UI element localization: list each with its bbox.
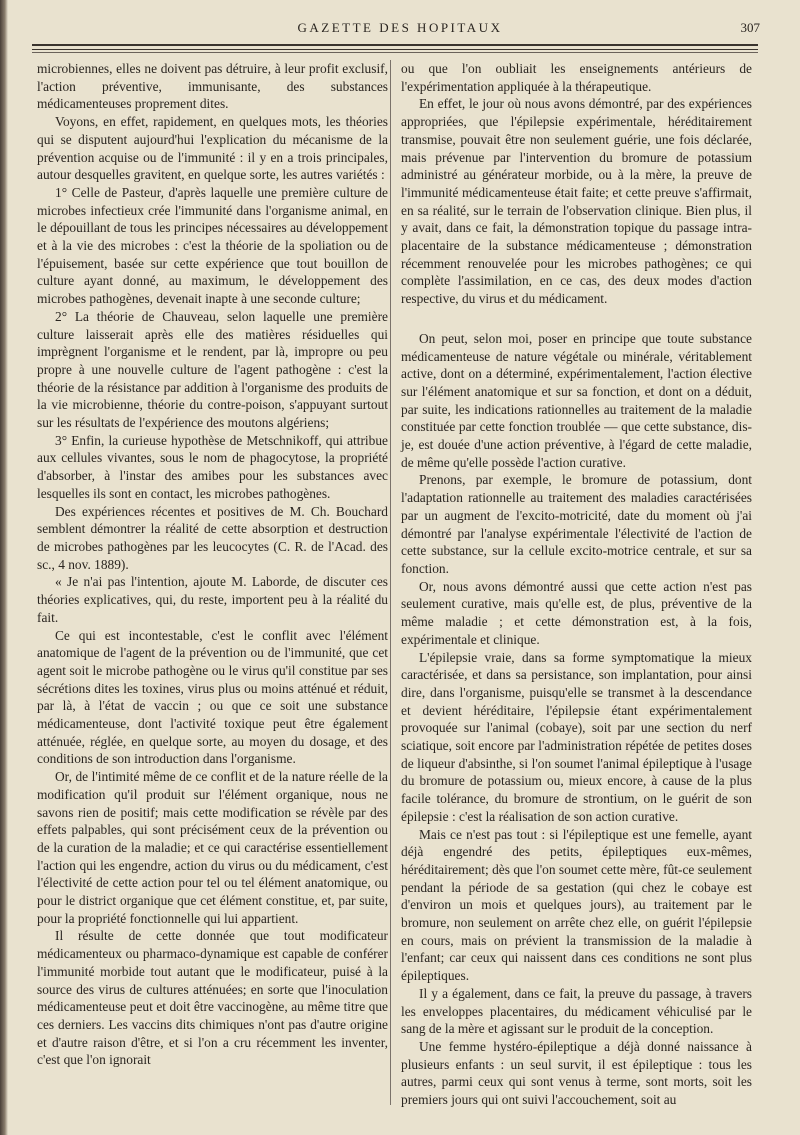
paragraph: On peut, selon moi, poser en principe que toute substance médicamenteuse de nature végétale ou minérale, véritablement active, dont on a déterminé, expérimentalement, l'action élective sur l'élément anatomique et sur sa fonction, et dont on a déduit, par suite, les indications rationnelles au traitement de la maladie constituée par cette fonction troublée — que cette substance, dis-je, est douée d'une action préventive, à l'égard de cette maladie, de même qu'elle possède l'action curative.	[401, 330, 752, 470]
paragraph: En effet, le jour où nous avons démontré, par des expériences appropriées, que l'épilepsie expérimentale, héréditairement transmise, pouvait être non seulement guérie, une fois déclarée, mais prévenue par l'intervention du bromure de potassium administré au générateur morbide, ou à la mère, la preuve de l'immunité médicamenteuse était faite; et cette preuve s'affirmait, en sa réalité, sur le terrain de l'observation clinique. Bien plus, il y avait, dans ce fait, la démonstration topique du passage intra-placentaire de la substance médicamenteuse ; démonstration récemment renouvelée pour les microbes pathogènes; ce qui complète l'assimilation, en ce cas, des deux modes d'action respective, du virus et du médicament.	[401, 96, 752, 307]
page-header	[30, 18, 770, 42]
paragraph: 3° Enfin, la curieuse hypothèse de Metschnikoff, qui attribue aux cellules vivantes, sous le nom de phagocytose, la propriété d'absorber, à l'instar des amibes pour les substances avec lesquelles ils sont en contact, les microbes pathogènes.	[37, 432, 388, 501]
header-thin-rule	[32, 52, 758, 53]
paragraph: Ce qui est incontestable, c'est le conflit avec l'élément anatomique de l'agent de la prévention ou de l'immunité, que cet agent soit le microbe pathogène ou le virus qu'il constitue par ses sécrétions dites les toxines, virus plus ou moins atténué et réduit, par là, à l'état de vaccin ; ou que ce soit une substance médicamenteuse, dont l'activité toxique peut être également atténuée, réglée, en quelque sorte, au moyen du dosage, et des conditions de son introduction dans l'organisme.	[37, 627, 388, 767]
paragraph: L'épilepsie vraie, dans sa forme symptomatique la mieux caractérisée, et dans sa persistance, son implantation, pour ainsi dire, dans l'organisme, puisqu'elle se transmet à la descendance et devient héréditaire, l'épilepsie étant expérimentalement provoquée sur l'animal (cobaye), soit par une section du nerf sciatique, soit encore par l'administration répétée de petites doses de liqueur d'absinthe, si l'on soumet l'animal épileptique à l'usage du bromure de potassium ou, mieux encore, à cause de la plus facile tolérance, du bromure de strontium, on le guérit de son épilepsie : c'est la réalisation de son action curative.	[401, 649, 752, 824]
paragraph: microbiennes, elles ne doivent pas détruire, à leur profit exclusif, l'action préventive, immunisante, des substances médicamenteuses proprement dites.	[37, 61, 388, 112]
paragraph: Il y a également, dans ce fait, la preuve du passage, à travers les enveloppes placentaires, du médicament véhiculisé par le sang de la mère et agissant sur le produit de la conception.	[401, 985, 752, 1037]
running-title: GAZETTE DES HOPITAUX	[297, 20, 503, 35]
header-double-rule	[32, 44, 758, 50]
paragraph: Or, nous avons démontré aussi que cette action n'est pas seulement curative, mais qu'elle est, de plus, préventive de la même maladie ; et cette démonstration est, à la fois, expérimentale et clinique.	[401, 578, 752, 647]
paragraph: Mais ce n'est pas tout : si l'épileptique est une femelle, ayant déjà engendré des petits, épileptiques eux-mêmes, héréditairement; dès que l'on soumet cette mère, fût-ce seulement pendant la période de sa gestation (qui chez le cobaye est d'environ un mois et quelques jours), au traitement par le bromure, non seulement on arrête chez elle, on guérit l'épilepsie en cours, mais on prévient la transmission de la maladie à l'enfant; car ceux qui naissent dans ces conditions ne sont plus épileptiques.	[401, 826, 752, 984]
paragraph: Des expériences récentes et positives de M. Ch. Bouchard semblent démontrer la réalité de cette absorption et destruction de microbes pathogènes par les leucocytes (C. R. de l'Acad. des sc., 4 nov. 1889).	[37, 503, 388, 572]
paragraph: Il résulte de cette donnée que tout modificateur médicamenteux ou pharmaco-dynamique est capable de conférer l'immunité morbide tout autant que le modificateur, puisé à la source des virus de cultures atténuées; en sorte que l'inoculation médicamenteuse peut et doit être vaccinogène, au même titre que ces derniers. Les vaccins dits chimiques n'ont pas d'autre origine et d'autre raison d'être, et si l'on a cru récemment les inventer, c'est que l'on ignorait	[37, 928, 388, 1068]
paragraph: Prenons, par exemple, le bromure de potassium, dont l'adaptation rationnelle au traitement des maladies caractérisées par un augment de l'excito-motricité, date du moment où j'ai démontré par l'analyse expérimentale l'électivité de l'action de cette substance, sur la cellule excito-motrice centrale, et sur sa fonction.	[401, 472, 752, 576]
paragraph: Une femme hystéro-épileptique a déjà donné naissance à plusieurs enfants : un seul survit, il est épileptique : tous les autres, parmi ceux qui sont venus à terme, sont morts, soit les premiers jours qui ont suivi l'accouchement, soit au	[401, 1038, 752, 1108]
paragraph: Or, de l'intimité même de ce conflit et de la nature réelle de la modification qu'il produit sur l'élément organique, nous ne savons rien de positif; mais cette modification se révèle par des effets palpables, qui sont précisément ceux de la prévention ou de la curation de la maladie; et ce qui caractérise essentiellement l'action qui les engendre, action du virus ou du médicament, c'est l'électivité de cette action pour tel ou tel élément anatomique, ou pour le district organique que cet élément constitue, et, par suite, pour la propriété fonctionnelle qui lui appartient.	[37, 769, 388, 926]
paragraph: 1° Celle de Pasteur, d'après laquelle une première culture de microbes infectieux crée l'immunité dans l'organisme animal, en le dépouillant de tous les principes nécessaires au développement et à la vie des microbes : c'est la théorie de la spoliation ou de l'épuisement, basée sur cette expérience que tout bouillon de culture ayant donné, au maximum, le développement des microbes pathogènes, devenait inapte à une seconde culture;	[37, 184, 388, 307]
page-number: 307	[740, 20, 760, 35]
right-column	[401, 60, 752, 1109]
left-column	[37, 60, 388, 1069]
book-spine-shadow	[0, 0, 8, 1135]
paragraph: « Je n'ai pas l'intention, ajoute M. Laborde, de discuter ces théories explicatives, qui, du reste, importent peu à la réalité du fait.	[37, 574, 388, 625]
column-divider	[390, 60, 391, 1105]
paragraph: ou que l'on oubliait les enseignements antérieurs de l'expérimentation appliquée à la thérapeutique.	[401, 61, 752, 94]
paragraph: Voyons, en effet, rapidement, en quelques mots, les théories qui se disputent aujourd'hui l'explication du mécanisme de la prévention acquise ou de l'immunité : il y en a trois principales, autour desquelles gravitent, en quelque sorte, les autres variétés :	[37, 114, 388, 183]
paragraph: 2° La théorie de Chauveau, selon laquelle une première culture laisserait après elle des matières résiduelles qui imprègnent l'organisme et le rendent, par là, impropre ou peu propre à une nouvelle culture de l'agent pathogène : c'est la théorie de la résistance par addition à l'organisme des produits de la vie microbienne, théorie du contre-poison, s'appuyant surtout sur les résultats de l'expérience des moutons algériens;	[37, 308, 388, 431]
